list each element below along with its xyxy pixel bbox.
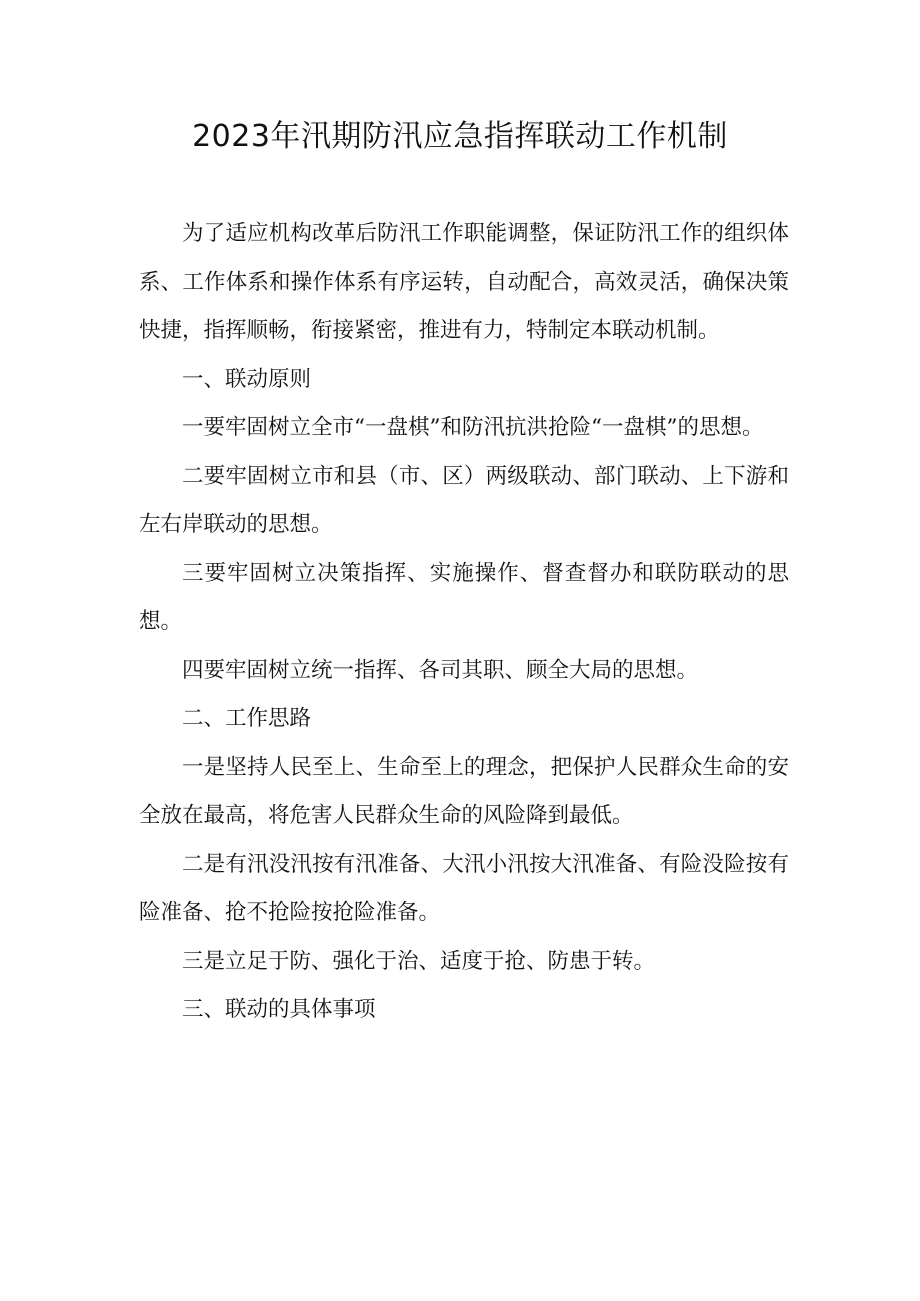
- document-title: 2023年汛期防汛应急指挥联动工作机制: [192, 119, 728, 154]
- paragraph-approach-1: 一是坚持人民至上、生命至上的理念，把保护人民群众生命的安全放在最高，将危害人民群众生命的风险降到最低。: [139, 754, 789, 828]
- paragraph-principle-2: 二要牢固树立市和县（市、区）两级联动、部门联动、上下游和左右岸联动的思想。: [139, 463, 789, 537]
- section-heading-specifics: 三、联动的具体事项: [182, 997, 376, 1022]
- paragraph-intro: 为了适应机构改革后防汛工作职能调整，保证防汛工作的组织体系、工作体系和操作体系有序运转，自动配合，高效灵活，确保决策快捷，指挥顺畅，衔接紧密，推进有力，特制定本联动机制。: [139, 221, 789, 343]
- paragraph-principle-1: 一要牢固树立全市“一盘棋”和防汛抗洪抢险“一盘棋”的思想。: [182, 415, 764, 440]
- paragraph-principle-3: 三要牢固树立决策指挥、实施操作、督查督办和联防联动的思想。: [139, 560, 789, 634]
- section-heading-principles: 一、联动原则: [182, 366, 312, 392]
- section-heading-approach: 二、工作思路: [182, 706, 312, 731]
- document-body: [139, 210, 789, 1035]
- paragraph-approach-3: 三是立足于防、强化于治、适度于抢、防患于转。: [182, 948, 656, 974]
- paragraph-principle-4: 四要牢固树立统一指挥、各司其职、顾全大局的思想。: [182, 657, 699, 683]
- paragraph-approach-2: 二是有汛没汛按有汛准备、大汛小汛按大汛准备、有险没险按有险准备、抢不抢险按抢险准备。: [139, 851, 789, 925]
